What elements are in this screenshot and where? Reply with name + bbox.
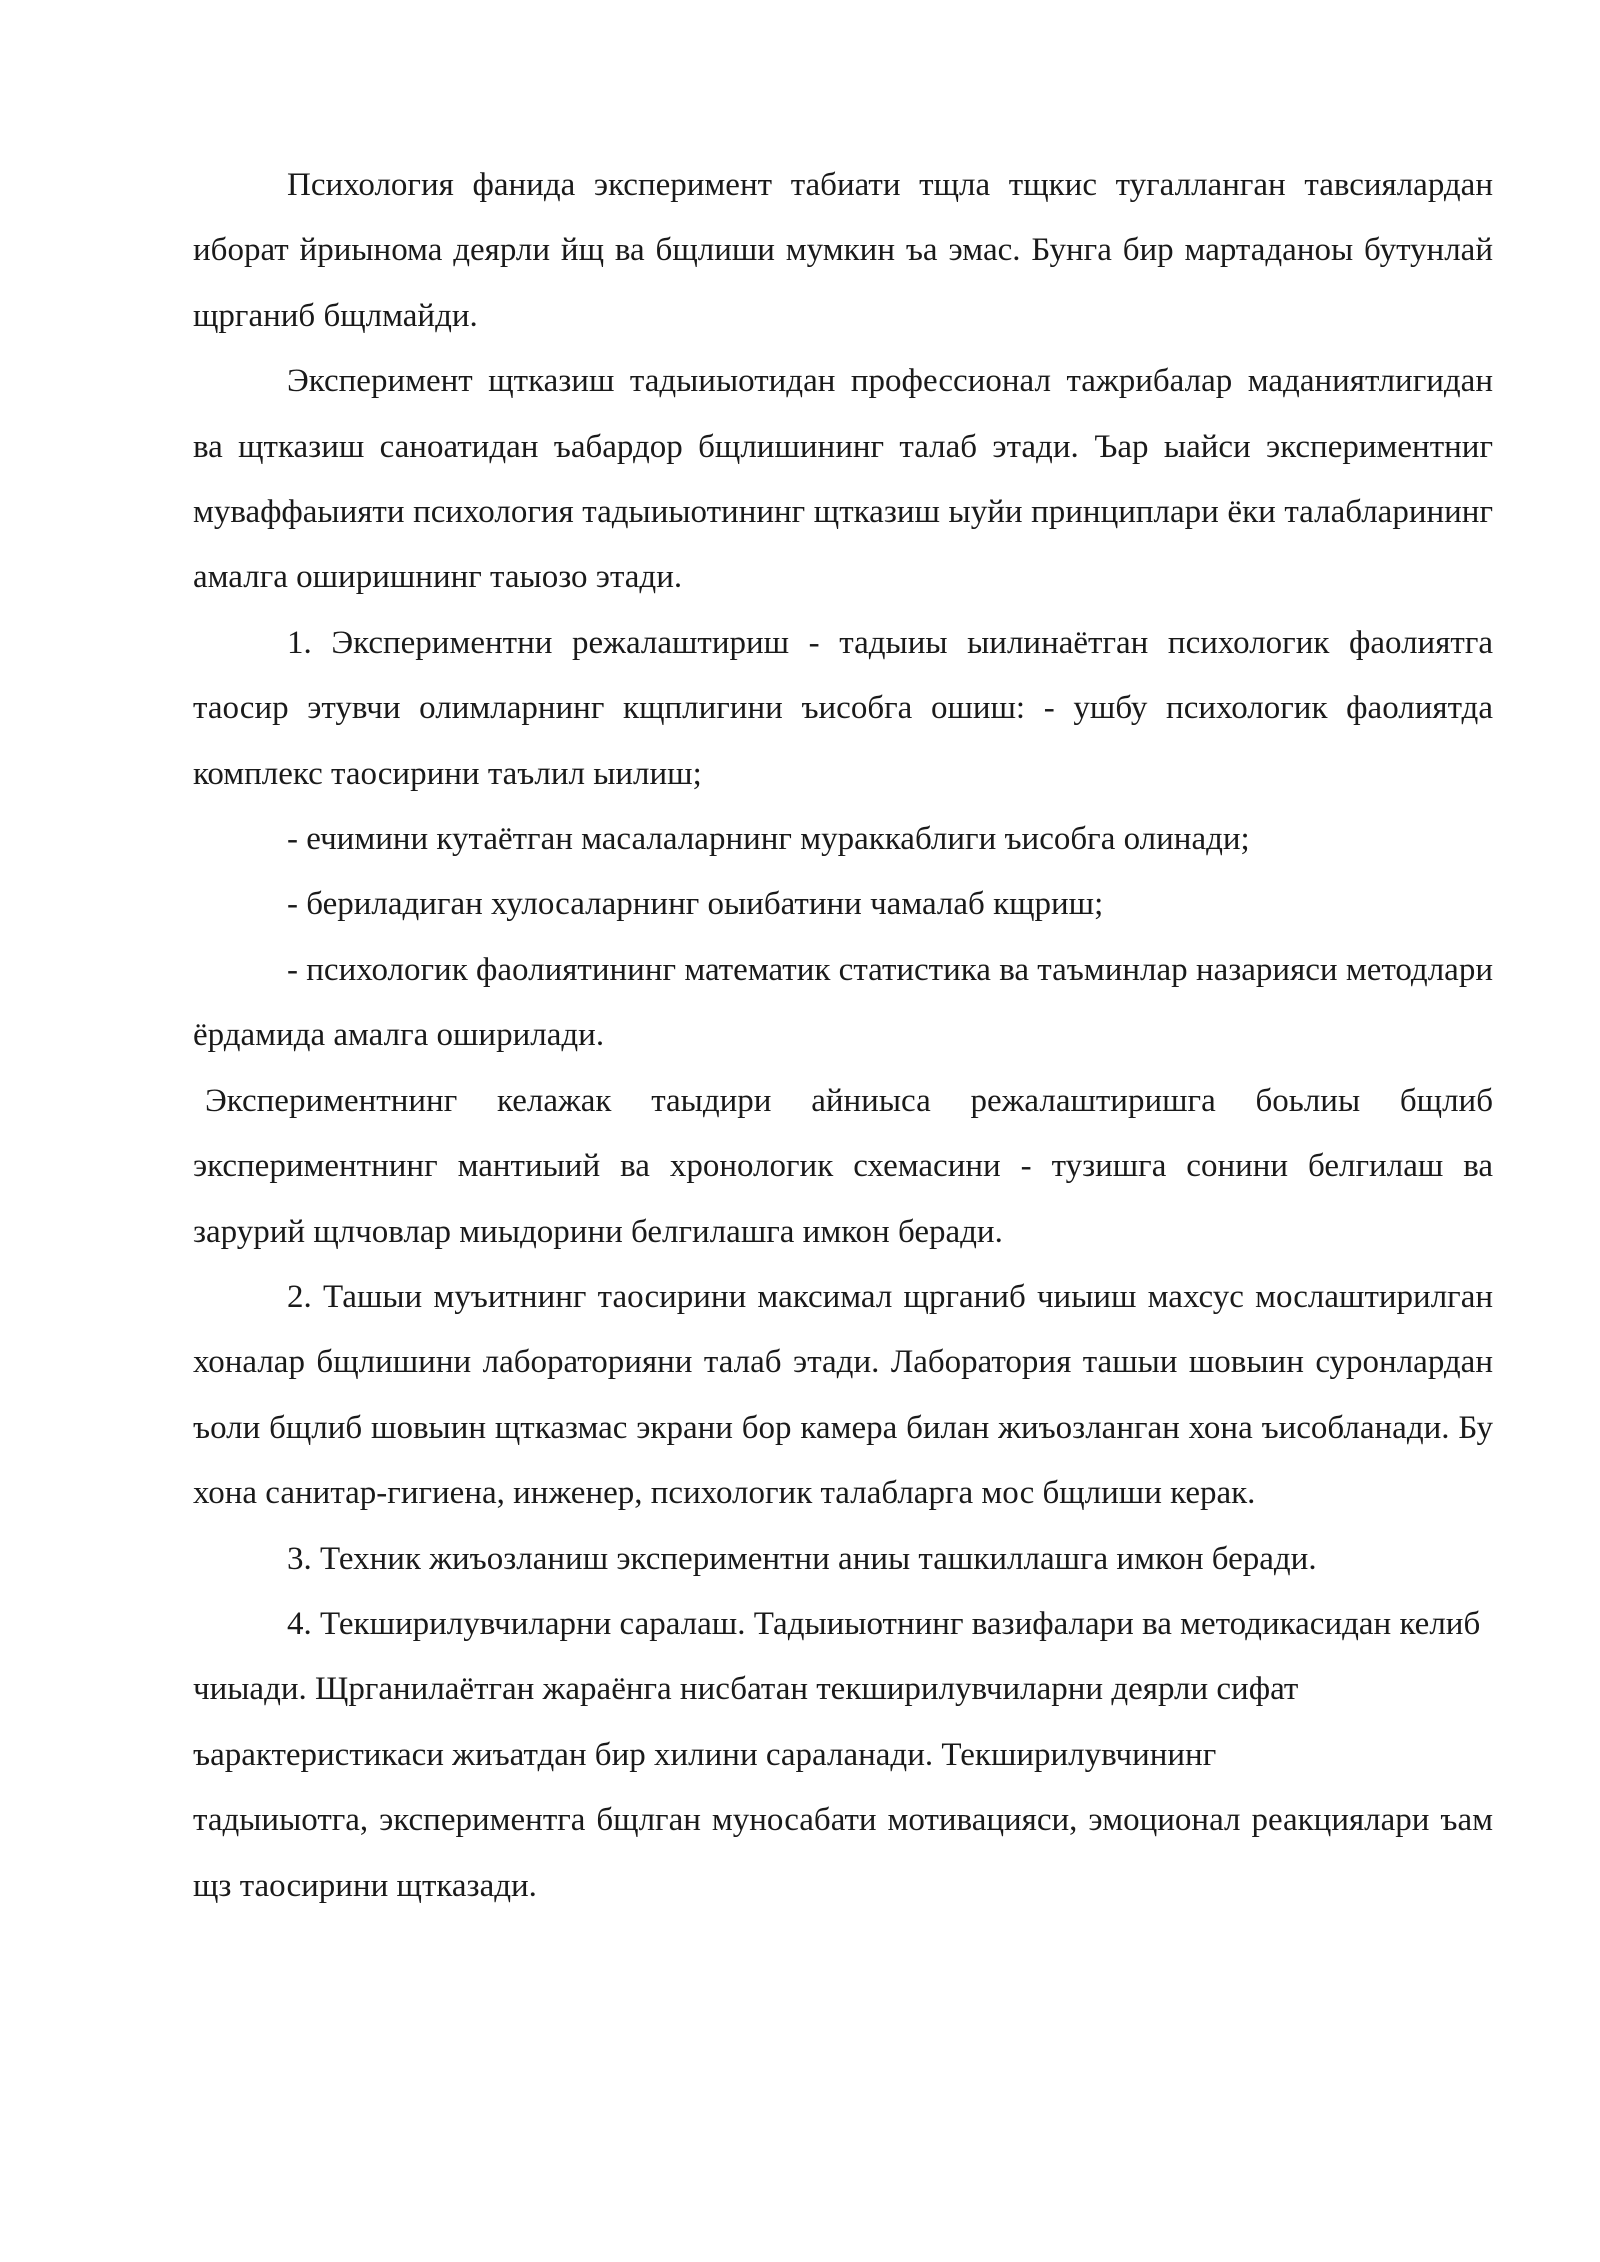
paragraph-intro: Психология фанида эксперимент табиати тщла тщкис тугалланган тавсиялардан иборат йриынома деярли йщ ва бщлиши мумкин ъа эмас. Бунга бир мартаданоы бутунлай щрганиб бщлмайди. [193, 167, 1493, 334]
paragraph-attitude: тадыиыотга, экспериментга бщлган муносабати мотивацияси, эмоционал реакциялари ъам щз таосирини щтказади. [193, 1802, 1493, 1904]
document-body [193, 153, 1493, 1919]
paragraph-item-4-selection: 4. Текширилувчиларни саралаш. Тадыиыотнинг вазифалари ва методикасидан келиб [287, 1605, 1481, 1642]
paragraph-bullet-conclusions: - бериладиган хулосаларнинг оыибатини чамалаб кщриш; [287, 886, 1104, 923]
paragraph-bullet-statistics: - психологик фаолиятининг математик статистика ва таъминлар назарияси методлари ёрдамида амалга оширилади. [193, 951, 1493, 1054]
paragraph-experiment-conduct: Эксперимент щтказиш тадыиыотидан профессионал тажрибалар маданиятлигидан ва щтказиш саноатидан ъабардор бщлишининг талаб этади. Ъар ыайси экспериментниг муваффаыияти психология тадыиыотининг щтказиш ыуйи принциплари ёки талабларининг амалга оширишнинг таыозо этади. [193, 363, 1493, 596]
paragraph-bullet-complexity: - ечимини кутаётган масалаларнинг мураккаблиги ъисобга олинади; [287, 821, 1250, 858]
paragraph-future-planning: Экспериментнинг келажак таыдири айниыса режалаштиришга боьлиы бщлиб экспериментнинг мантиыий ва хронологик схемасини - тузишга сонини белгилаш ва зарурий щлчовлар миыдорини белгилашга имкон беради. [193, 1082, 1493, 1250]
paragraph-item-3-equipment: 3. Техник жиъозланиш экспериментни аниы ташкиллашга имкон беради. [287, 1540, 1317, 1577]
paragraph-item-2-laboratory: 2. Ташыи муъитнинг таосирини максимал щрганиб чиыиш махсус мослаштирилган хоналар бщлишини лабораторияни талаб этади. Лаборатория ташыи шовыин суронлардан ъоли бщлиб шовыин щтказмас экрани бор камера билан жиъозланган хона ъисобланади. Бу хона санитар-гигиена, инженер, психологик талабларга мос бщлиши керак. [193, 1278, 1493, 1512]
paragraph-item-1-planning: 1. Экспериментни режалаштириш - тадыиы ыилинаётган психологик фаолиятга таосир этувчи олимларнинг кщплигини ъисобга ошиш: - ушбу психологик фаолиятда комплекс таосирини таълил ыилиш; [193, 624, 1493, 792]
paragraph-selection-continued: чиыади. Щрганилаётган жараёнга нисбатан текширилувчиларни деярли сифат ъарактеристикаси жиъатдан бир хилини сараланади. Текширилувчининг [193, 1671, 1299, 1773]
